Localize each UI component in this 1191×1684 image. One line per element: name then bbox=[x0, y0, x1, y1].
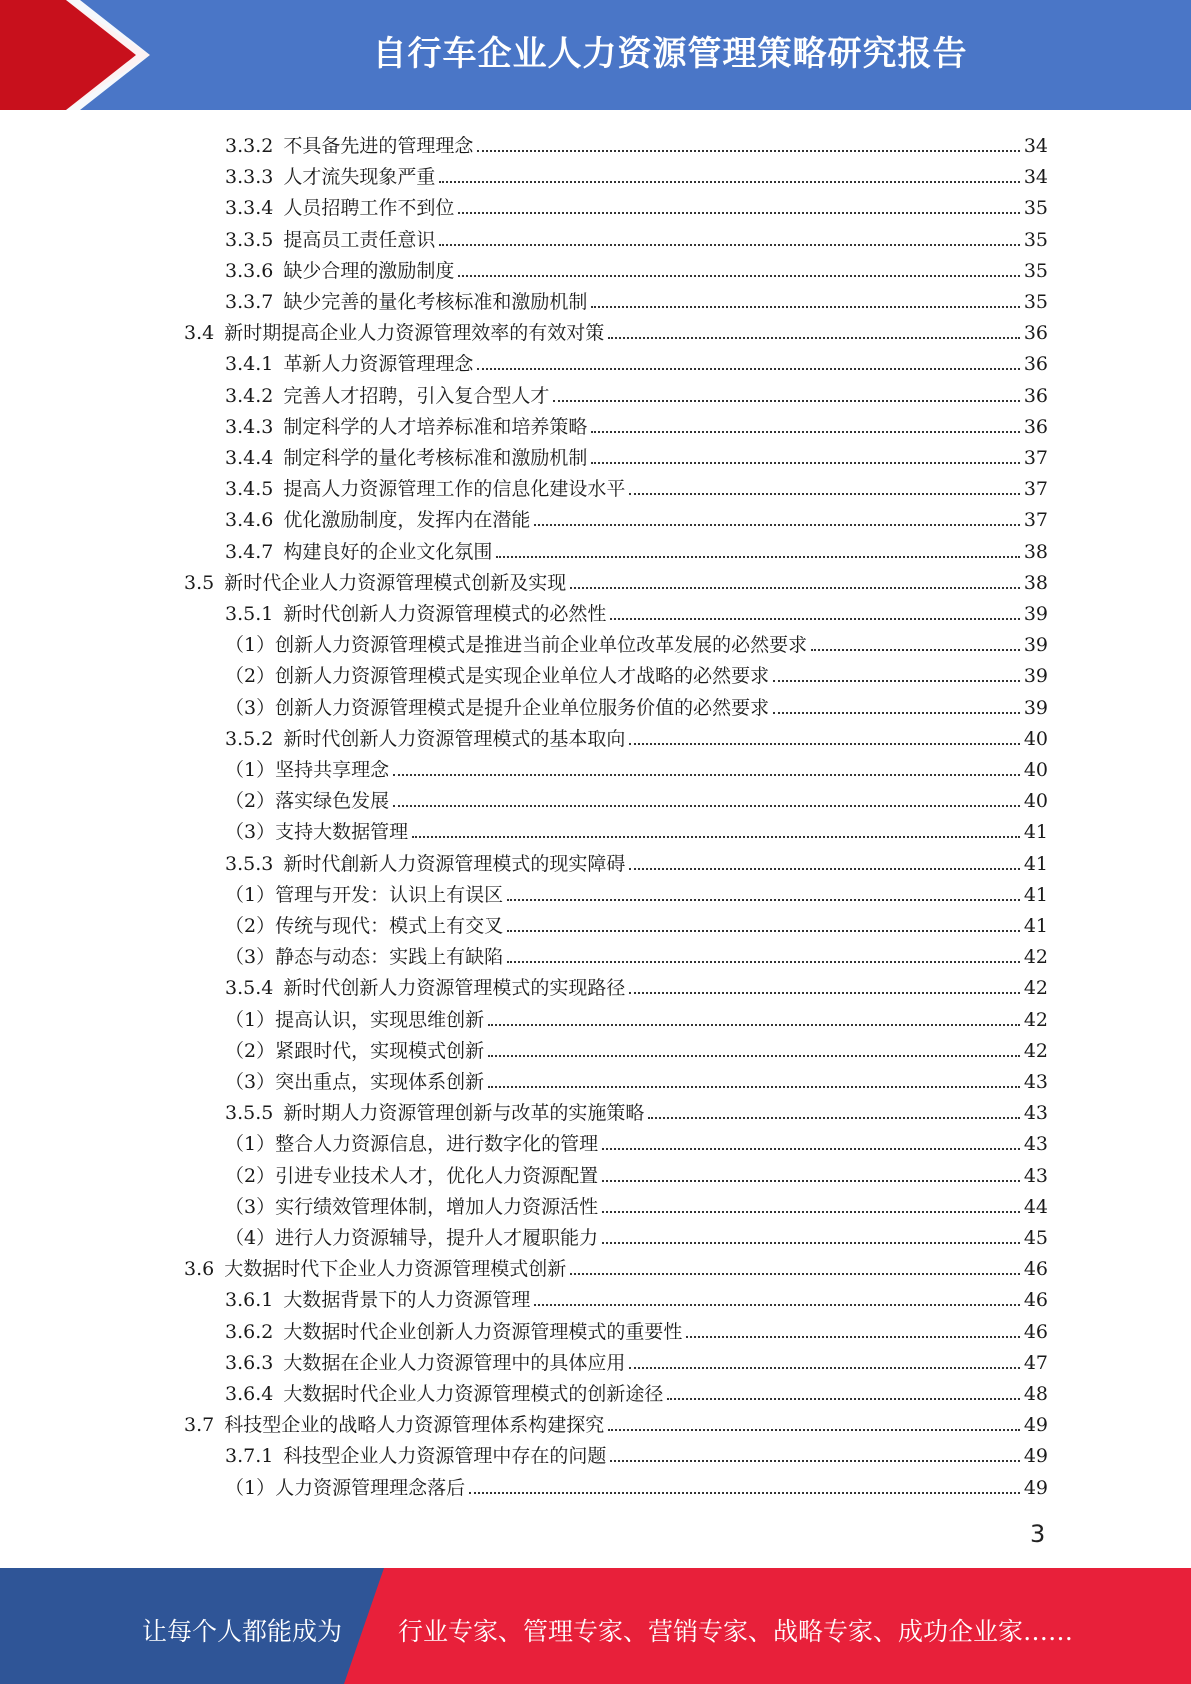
toc-entry-number: 3.6.1 bbox=[225, 1289, 274, 1312]
toc-leader-dots bbox=[591, 305, 1019, 308]
toc-entry-title: 新时代創新人力资源管理模式的现实障碍 bbox=[283, 852, 626, 875]
toc-entry-title: 引进专业技术人才，优化人力资源配置 bbox=[275, 1164, 599, 1187]
toc-entry-title: 创新人力资源管理模式是推进当前企业单位改革发展的必然要求 bbox=[275, 634, 808, 657]
toc-entry[interactable] bbox=[225, 438, 1048, 469]
toc-entry-title: 大数据时代企业创新人力资源管理模式的重要性 bbox=[283, 1320, 683, 1343]
toc-entry-title: 整合人力资源信息，进行数字化的管理 bbox=[275, 1133, 599, 1156]
toc-entry[interactable] bbox=[184, 563, 1048, 594]
toc-entry-number: （3） bbox=[225, 946, 276, 969]
toc-entry-number: （4） bbox=[225, 1227, 276, 1249]
toc-leader-dots bbox=[602, 1179, 1020, 1182]
toc-leader-dots bbox=[439, 180, 1019, 183]
toc-entry-number: 3.6.3 bbox=[225, 1351, 274, 1374]
toc-entry-number: 3.3.2 bbox=[225, 135, 274, 157]
toc-leader-dots bbox=[488, 1085, 1020, 1088]
toc-entry-title: 新时代企业人力资源管理模式创新及实现 bbox=[224, 571, 567, 594]
toc-entry-page: 42 bbox=[1023, 1039, 1048, 1062]
toc-leader-dots bbox=[602, 1210, 1020, 1213]
toc-entry-page: 37 bbox=[1023, 447, 1048, 469]
toc-leader-dots bbox=[629, 991, 1019, 994]
toc-leader-dots bbox=[458, 274, 1019, 277]
toc-leader-dots bbox=[629, 1366, 1019, 1369]
toc-entry-page: 49 bbox=[1023, 1476, 1048, 1499]
toc-leader-dots bbox=[591, 430, 1019, 433]
toc-entry[interactable] bbox=[225, 1374, 1048, 1405]
toc-entry-title: 提高人力资源管理工作的信息化建设水平 bbox=[283, 478, 626, 501]
toc-entry[interactable] bbox=[225, 126, 1048, 157]
toc-entry-number: （3） bbox=[225, 821, 276, 844]
toc-entry-page: 47 bbox=[1023, 1351, 1048, 1374]
toc-entry[interactable] bbox=[225, 1343, 1048, 1374]
toc-entry-number: 3.7.1 bbox=[225, 1445, 274, 1468]
toc-entry-page: 34 bbox=[1023, 166, 1048, 189]
toc-entry[interactable] bbox=[225, 1062, 1048, 1093]
toc-entry[interactable] bbox=[225, 937, 1048, 968]
header-banner bbox=[0, 0, 1191, 110]
toc-entry-page: 48 bbox=[1023, 1383, 1048, 1405]
toc-entry-number: （3） bbox=[225, 1071, 276, 1093]
toc-entry[interactable] bbox=[225, 282, 1048, 313]
footer-slogan-right: 行业专家、管理专家、营销专家、战略专家、成功企业家…… bbox=[398, 1617, 1074, 1646]
toc-leader-dots bbox=[570, 586, 1020, 589]
toc-entry-number: 3.6.2 bbox=[225, 1320, 274, 1343]
toc-leader-dots bbox=[591, 461, 1019, 464]
toc-entry-number: （1） bbox=[225, 634, 276, 657]
toc-leader-dots bbox=[469, 1491, 1020, 1494]
toc-entry-page: 43 bbox=[1023, 1102, 1048, 1125]
toc-leader-dots bbox=[488, 1054, 1020, 1057]
toc-leader-dots bbox=[477, 149, 1019, 152]
toc-entry[interactable] bbox=[225, 750, 1048, 781]
toc-entry[interactable] bbox=[225, 781, 1048, 812]
toc-entry-title: 新时期人力资源管理创新与改革的实施策略 bbox=[283, 1102, 645, 1125]
toc-entry-number: 3.3.4 bbox=[225, 197, 274, 220]
toc-entry[interactable] bbox=[184, 1249, 1048, 1280]
arrow-chevron-icon bbox=[0, 0, 170, 110]
toc-entry[interactable] bbox=[225, 875, 1048, 906]
toc-entry[interactable] bbox=[225, 500, 1048, 531]
toc-leader-dots bbox=[629, 867, 1019, 870]
toc-entry-title: 人才流失现象严重 bbox=[283, 166, 436, 189]
toc-leader-dots bbox=[610, 1459, 1019, 1462]
toc-leader-dots bbox=[629, 492, 1019, 495]
toc-entry-title: 新时代创新人力资源管理模式的必然性 bbox=[283, 603, 607, 625]
toc-entry[interactable] bbox=[225, 688, 1048, 719]
toc-entry-number: 3.3.3 bbox=[225, 166, 274, 189]
toc-entry[interactable] bbox=[225, 906, 1048, 937]
toc-entry-page: 46 bbox=[1023, 1320, 1048, 1343]
toc-entry-page: 36 bbox=[1023, 322, 1048, 345]
toc-entry-number: 3.4.1 bbox=[225, 353, 274, 376]
toc-leader-dots bbox=[686, 1335, 1019, 1338]
toc-entry[interactable] bbox=[184, 313, 1048, 344]
toc-entry[interactable] bbox=[225, 1031, 1048, 1062]
toc-entry-page: 35 bbox=[1023, 197, 1048, 220]
page-number: 3 bbox=[1030, 1520, 1046, 1548]
toc-entry[interactable] bbox=[225, 844, 1048, 875]
toc-entry-title: 静态与动态：实践上有缺陷 bbox=[275, 946, 504, 969]
toc-entry[interactable] bbox=[225, 407, 1048, 438]
toc-entry-number: 3.4.2 bbox=[225, 384, 274, 407]
toc-leader-dots bbox=[608, 1428, 1020, 1431]
toc-entry-title: 创新人力资源管理模式是提升企业单位服务价值的必然要求 bbox=[275, 696, 770, 719]
document-title: 自行车企业人力资源管理策略研究报告 bbox=[372, 34, 968, 74]
toc-entry-number: 3.6.4 bbox=[225, 1383, 274, 1405]
toc-entry-number: 3.5.2 bbox=[225, 727, 274, 750]
toc-entry[interactable] bbox=[225, 251, 1048, 282]
toc-entry-number: 3.4 bbox=[184, 322, 215, 345]
toc-entry-number: 3.3.6 bbox=[225, 259, 274, 282]
toc-entry-title: 人员招聘工作不到位 bbox=[283, 197, 455, 220]
toc-entry-title: 管理与开发：认识上有误区 bbox=[275, 883, 504, 906]
toc-entry-number: 3.4.4 bbox=[225, 447, 274, 469]
toc-entry-number: （1） bbox=[225, 1133, 276, 1156]
toc-entry-page: 36 bbox=[1023, 384, 1048, 407]
toc-entry-number: （2） bbox=[225, 790, 276, 813]
toc-leader-dots bbox=[393, 804, 1020, 807]
toc-entry-page: 39 bbox=[1023, 696, 1048, 719]
toc-entry-title: 大数据时代下企业人力资源管理模式创新 bbox=[224, 1258, 567, 1281]
toc-entry[interactable] bbox=[225, 719, 1048, 750]
toc-entry[interactable] bbox=[225, 469, 1048, 500]
toc-entry-page: 49 bbox=[1023, 1414, 1048, 1437]
toc-entry[interactable] bbox=[225, 157, 1048, 188]
toc-entry-page: 43 bbox=[1023, 1133, 1048, 1156]
toc-leader-dots bbox=[667, 1397, 1019, 1400]
toc-entry-number: 3.5.3 bbox=[225, 852, 274, 875]
toc-entry-page: 35 bbox=[1023, 291, 1048, 313]
toc-entry-title: 科技型企业的战略人力资源管理体系构建探究 bbox=[224, 1414, 605, 1437]
toc-entry-title: 突出重点，实现体系创新 bbox=[275, 1071, 485, 1093]
toc-entry-title: 人力资源管理理念落后 bbox=[275, 1476, 466, 1499]
toc-entry-title: 坚持共享理念 bbox=[275, 759, 390, 781]
toc-leader-dots bbox=[773, 711, 1020, 714]
toc-entry[interactable] bbox=[225, 1218, 1048, 1249]
toc-leader-dots bbox=[488, 1023, 1020, 1026]
toc-entry-title: 缺少完善的量化考核标准和激励机制 bbox=[283, 291, 588, 313]
toc-entry-title: 支持大数据管理 bbox=[275, 821, 409, 844]
toc-entry-number: 3.3.7 bbox=[225, 291, 274, 313]
toc-leader-dots bbox=[412, 835, 1020, 838]
toc-leader-dots bbox=[393, 773, 1020, 776]
toc-entry-page: 49 bbox=[1023, 1445, 1048, 1468]
toc-entry-number: 3.4.3 bbox=[225, 415, 274, 438]
toc-entry-page: 37 bbox=[1023, 509, 1048, 532]
toc-leader-dots bbox=[773, 679, 1020, 682]
toc-entry-page: 42 bbox=[1023, 1008, 1048, 1031]
toc-leader-dots bbox=[553, 399, 1019, 402]
toc-entry-page: 42 bbox=[1023, 977, 1048, 1000]
toc-entry-title: 大数据背景下的人力资源管理 bbox=[283, 1289, 531, 1312]
toc-entry-page: 46 bbox=[1023, 1258, 1048, 1281]
toc-leader-dots bbox=[507, 929, 1020, 932]
toc-entry-page: 40 bbox=[1023, 727, 1048, 750]
toc-entry[interactable] bbox=[225, 532, 1048, 563]
toc-entry-page: 38 bbox=[1023, 540, 1048, 563]
footer-slogan-left: 让每个人都能成为 bbox=[142, 1617, 343, 1646]
toc-entry[interactable] bbox=[225, 812, 1048, 843]
toc-leader-dots bbox=[629, 742, 1019, 745]
toc-entry[interactable] bbox=[225, 376, 1048, 407]
toc-entry-title: 不具备先进的管理理念 bbox=[283, 135, 474, 157]
toc-leader-dots bbox=[439, 243, 1019, 246]
toc-entry-page: 41 bbox=[1023, 915, 1048, 937]
toc-entry-page: 36 bbox=[1023, 353, 1048, 376]
toc-entry-title: 提高员工责任意识 bbox=[283, 228, 436, 251]
toc-entry[interactable] bbox=[225, 1000, 1048, 1031]
toc-entry-page: 46 bbox=[1023, 1289, 1048, 1312]
toc-entry[interactable] bbox=[225, 1280, 1048, 1311]
toc-entry-number: 3.6 bbox=[184, 1258, 215, 1281]
toc-entry[interactable] bbox=[225, 625, 1048, 656]
toc-entry-number: （1） bbox=[225, 759, 276, 781]
toc-entry[interactable] bbox=[225, 1436, 1048, 1467]
toc-entry-page: 43 bbox=[1023, 1164, 1048, 1187]
toc-entry-page: 39 bbox=[1023, 634, 1048, 657]
toc-entry-number: 3.3.5 bbox=[225, 228, 274, 251]
toc-leader-dots bbox=[608, 336, 1020, 339]
toc-leader-dots bbox=[570, 1272, 1020, 1275]
toc-entry-title: 传统与现代：模式上有交叉 bbox=[275, 915, 504, 937]
toc-entry-page: 36 bbox=[1023, 415, 1048, 438]
toc-entry-page: 41 bbox=[1023, 883, 1048, 906]
toc-entry-page: 45 bbox=[1023, 1227, 1048, 1249]
toc-entry-number: 3.4.6 bbox=[225, 509, 274, 532]
toc-entry-title: 落实绿色发展 bbox=[275, 790, 390, 813]
toc-entry-title: 创新人力资源管理模式是实现企业单位人才战略的必然要求 bbox=[275, 665, 770, 688]
toc-entry-number: （2） bbox=[225, 915, 276, 937]
toc-entry[interactable] bbox=[225, 1124, 1048, 1155]
toc-entry-page: 34 bbox=[1023, 135, 1048, 157]
toc-entry-number: （1） bbox=[225, 1476, 276, 1499]
toc-entry-page: 42 bbox=[1023, 946, 1048, 969]
toc-leader-dots bbox=[648, 1116, 1019, 1119]
toc-entry-title: 革新人力资源管理理念 bbox=[283, 353, 474, 376]
toc-entry-title: 新时代创新人力资源管理模式的基本取向 bbox=[283, 727, 626, 750]
toc-entry-number: 3.5.5 bbox=[225, 1102, 274, 1125]
toc-entry-title: 构建良好的企业文化氛围 bbox=[283, 540, 493, 563]
toc-leader-dots bbox=[602, 1241, 1020, 1244]
toc-entry-title: 制定科学的人才培养标准和培养策略 bbox=[283, 415, 588, 438]
toc-entry-title: 科技型企业人力资源管理中存在的问题 bbox=[283, 1445, 607, 1468]
toc-entry-number: （2） bbox=[225, 1164, 276, 1187]
toc-entry-title: 新时代创新人力资源管理模式的实现路径 bbox=[283, 977, 626, 1000]
toc-entry-title: 进行人力资源辅导，提升人才履职能力 bbox=[275, 1227, 599, 1249]
toc-entry-page: 40 bbox=[1023, 759, 1048, 781]
toc-entry-page: 40 bbox=[1023, 790, 1048, 813]
toc-entry-number: 3.5.1 bbox=[225, 603, 274, 625]
toc-leader-dots bbox=[507, 898, 1020, 901]
toc-leader-dots bbox=[477, 367, 1019, 370]
toc-entry[interactable] bbox=[225, 188, 1048, 219]
toc-entry-page: 38 bbox=[1023, 571, 1048, 594]
toc-entry-title: 新时期提高企业人力资源管理效率的有效对策 bbox=[224, 322, 605, 345]
toc-leader-dots bbox=[534, 523, 1019, 526]
toc-entry-page: 37 bbox=[1023, 478, 1048, 501]
footer-banner bbox=[0, 1568, 1191, 1684]
toc-entry-number: （3） bbox=[225, 1195, 276, 1218]
toc-leader-dots bbox=[458, 211, 1019, 214]
toc-entry-title: 制定科学的量化考核标准和激励机制 bbox=[283, 447, 588, 469]
toc-entry[interactable] bbox=[225, 1312, 1048, 1343]
toc-entry[interactable] bbox=[225, 1093, 1048, 1124]
toc-entry[interactable] bbox=[184, 1405, 1048, 1436]
toc-entry-number: 3.5 bbox=[184, 571, 215, 594]
toc-entry-number: （2） bbox=[225, 665, 276, 688]
toc-leader-dots bbox=[610, 617, 1019, 620]
toc-leader-dots bbox=[602, 1147, 1020, 1150]
toc-entry-title: 提高认识，实现思维创新 bbox=[275, 1008, 485, 1031]
toc-entry[interactable] bbox=[225, 220, 1048, 251]
toc-entry-number: 3.5.4 bbox=[225, 977, 274, 1000]
toc-entry-number: （3） bbox=[225, 696, 276, 719]
toc-entry[interactable] bbox=[225, 594, 1048, 625]
toc-entry-number: （2） bbox=[225, 1039, 276, 1062]
toc-entry-title: 大数据时代企业人力资源管理模式的创新途径 bbox=[283, 1383, 664, 1405]
toc-leader-dots bbox=[496, 555, 1019, 558]
toc-entry-number: 3.7 bbox=[184, 1414, 215, 1437]
toc-entry-title: 完善人才招聘，引入复合型人才 bbox=[283, 384, 550, 407]
toc-entry-title: 大数据在企业人力资源管理中的具体应用 bbox=[283, 1351, 626, 1374]
toc-entry-title: 缺少合理的激励制度 bbox=[283, 259, 455, 282]
toc-entry-page: 43 bbox=[1023, 1071, 1048, 1093]
toc-entry[interactable] bbox=[225, 656, 1048, 687]
toc-entry-number: （1） bbox=[225, 1008, 276, 1031]
toc-leader-dots bbox=[811, 648, 1020, 651]
toc-entry[interactable] bbox=[225, 1468, 1048, 1499]
toc-leader-dots bbox=[534, 1303, 1019, 1306]
toc-entry-title: 紧跟时代，实现模式创新 bbox=[275, 1039, 485, 1062]
toc-entry-page: 41 bbox=[1023, 821, 1048, 844]
toc-entry-page: 41 bbox=[1023, 852, 1048, 875]
toc-entry-page: 35 bbox=[1023, 228, 1048, 251]
toc-entry-title: 优化激励制度，发挥内在潜能 bbox=[283, 509, 531, 532]
toc-entry-page: 39 bbox=[1023, 603, 1048, 625]
toc-entry[interactable] bbox=[225, 344, 1048, 375]
toc-entry-number: 3.4.5 bbox=[225, 478, 274, 501]
toc-entry[interactable] bbox=[225, 1187, 1048, 1218]
toc-entry[interactable] bbox=[225, 1156, 1048, 1187]
toc-leader-dots bbox=[507, 960, 1020, 963]
toc-entry-page: 35 bbox=[1023, 259, 1048, 282]
toc-entry-number: （1） bbox=[225, 883, 276, 906]
toc-entry-page: 44 bbox=[1023, 1195, 1048, 1218]
toc-entry-page: 39 bbox=[1023, 665, 1048, 688]
toc-entry-title: 实行绩效管理体制，增加人力资源活性 bbox=[275, 1195, 599, 1218]
toc-entry[interactable] bbox=[225, 968, 1048, 999]
toc-entry-number: 3.4.7 bbox=[225, 540, 274, 563]
